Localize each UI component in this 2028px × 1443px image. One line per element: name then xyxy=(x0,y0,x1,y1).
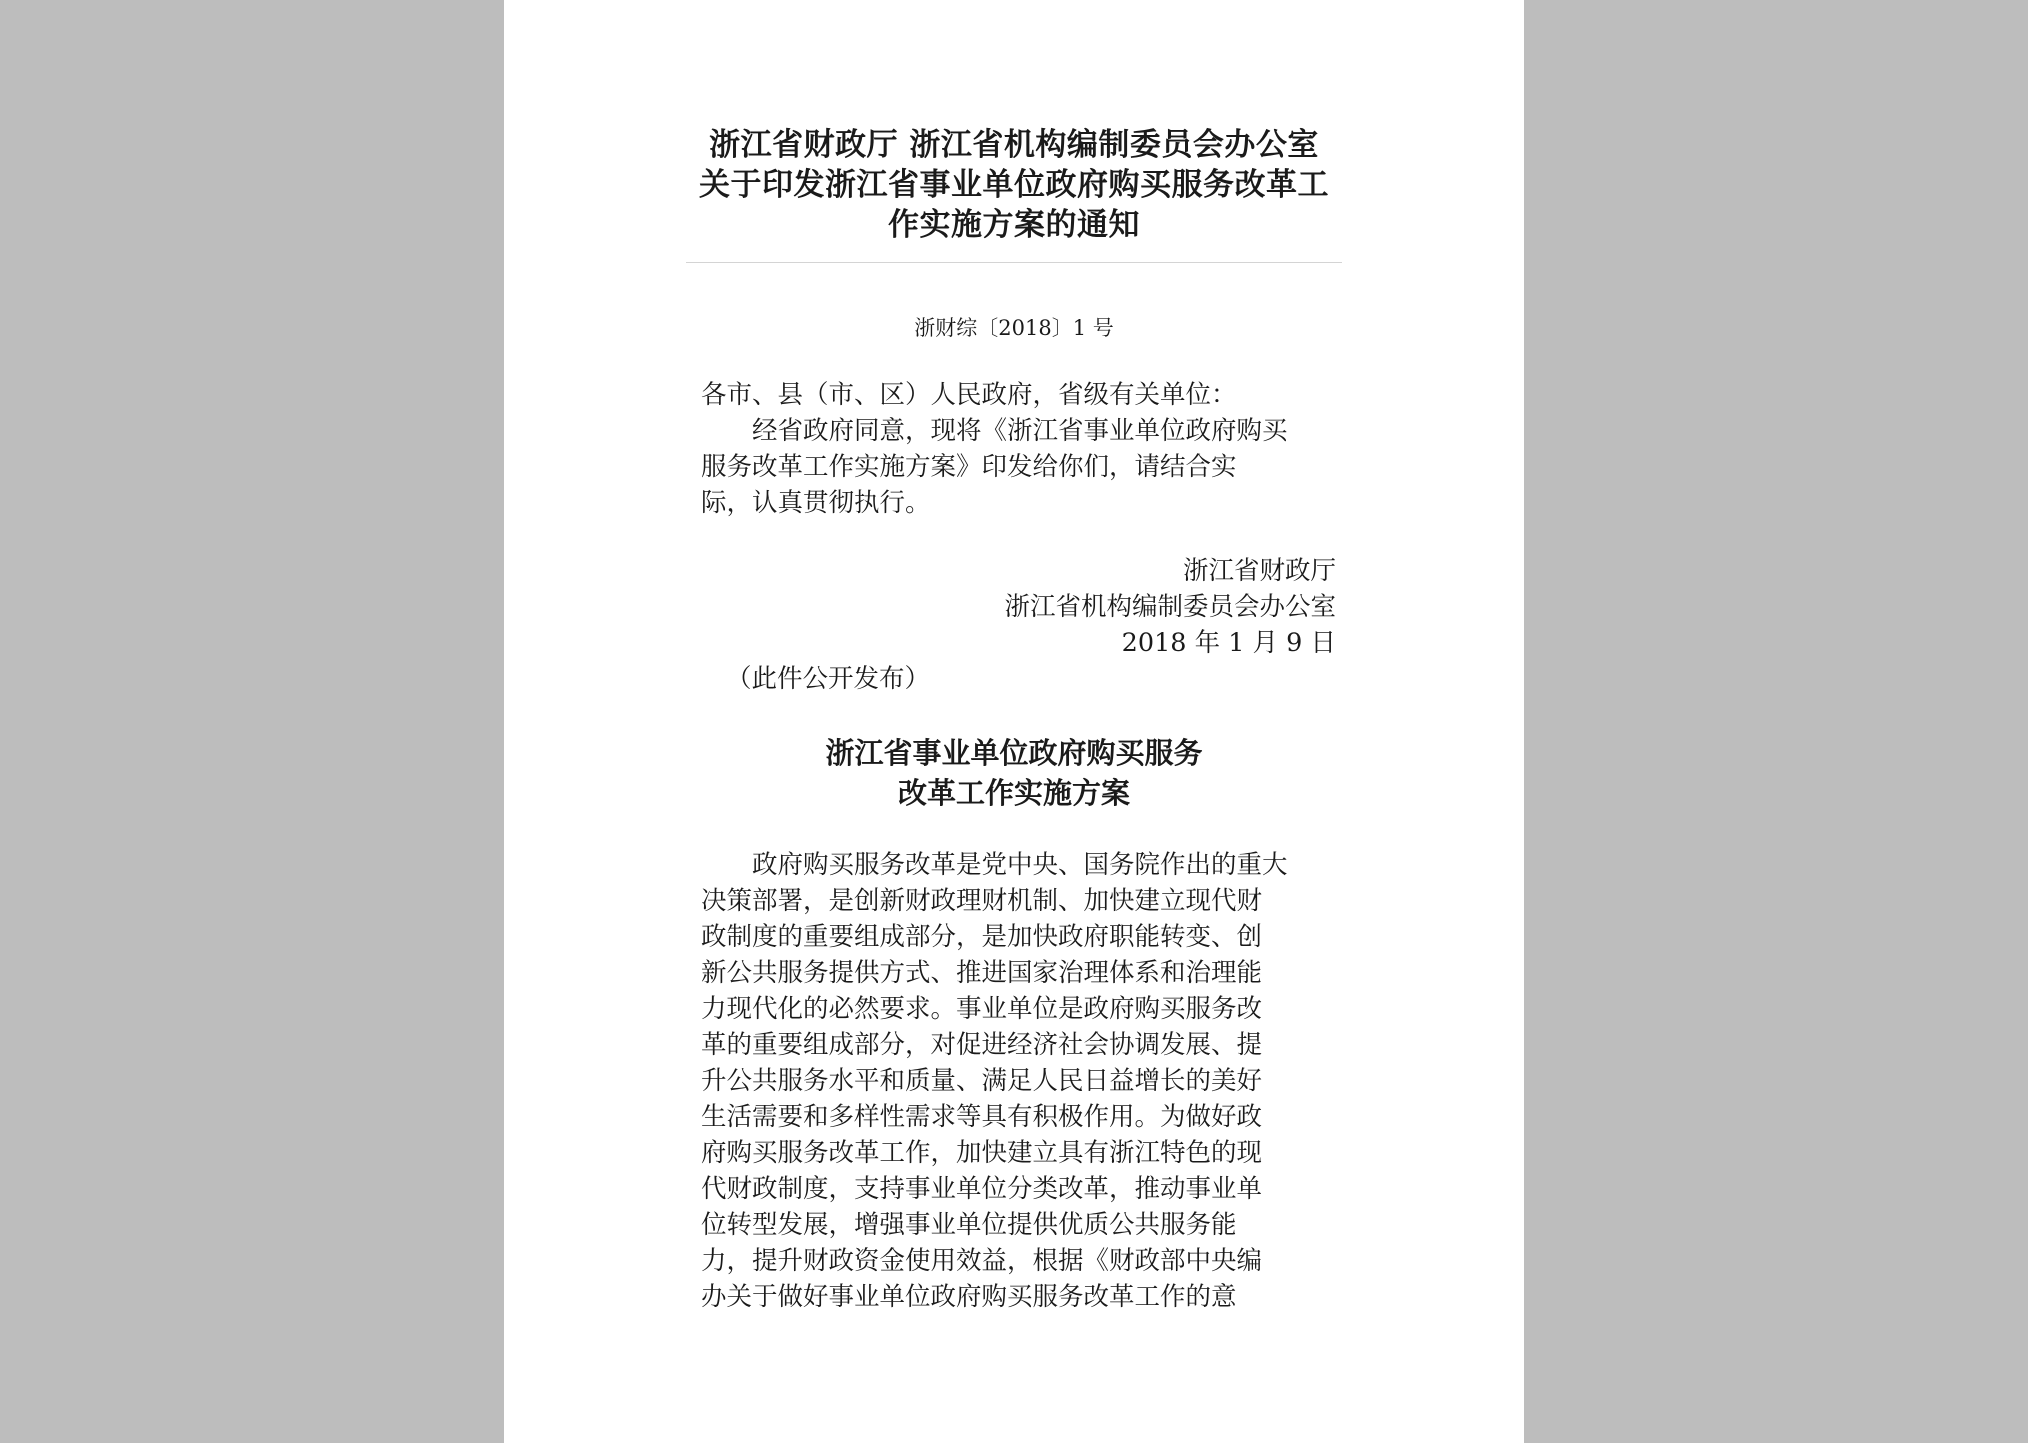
paragraph-line: 决策部署，是创新财政理财机制、加快建立现代财 xyxy=(701,886,1263,916)
paragraph-line: 代财政制度，支持事业单位分类改革，推动事业单 xyxy=(701,1174,1263,1204)
signature-block xyxy=(1004,553,1336,661)
document-page xyxy=(504,0,1524,1443)
notice-title xyxy=(684,125,1344,245)
paragraph-line: 革的重要组成部分，对促进经济社会协调发展、提 xyxy=(701,1030,1263,1060)
paragraph-line: 府购买服务改革工作，加快建立具有浙江特色的现 xyxy=(701,1138,1263,1168)
paragraph-line: 政制度的重要组成部分，是加快政府职能转变、创 xyxy=(701,922,1263,952)
addressee-line: 各市、县（市、区）人民政府，省级有关单位： xyxy=(701,380,1237,410)
paragraph-line: 力，提升财政资金使用效益，根据《财政部中央编 xyxy=(701,1246,1263,1276)
document-number: 浙财综〔2018〕1 号 xyxy=(914,316,1114,340)
notice-paragraph xyxy=(701,413,1341,521)
paragraph-line: 升公共服务水平和质量、满足人民日益增长的美好 xyxy=(701,1066,1263,1096)
paragraph-line: 办关于做好事业单位政府购买服务改革工作的意 xyxy=(701,1282,1237,1312)
paragraph-line: 新公共服务提供方式、推进国家治理体系和治理能 xyxy=(701,958,1263,988)
notice-title-line: 浙江省财政厅 浙江省机构编制委员会办公室 xyxy=(709,127,1319,163)
public-release-note: （此件公开发布） xyxy=(726,664,931,694)
plan-title-line: 改革工作实施方案 xyxy=(897,776,1130,810)
paragraph-line: 政府购买服务改革是党中央、国务院作出的重大 xyxy=(752,850,1288,880)
addressee xyxy=(701,377,1341,413)
signature-org-staffing: 浙江省机构编制委员会办公室 xyxy=(1004,592,1336,622)
title-divider xyxy=(686,262,1342,263)
notice-title-line: 关于印发浙江省事业单位政府购买服务改革工 xyxy=(699,167,1329,203)
signature-date: 2018 年 1 月 9 日 xyxy=(1121,628,1336,658)
paragraph-line: 际，认真贯彻执行。 xyxy=(701,488,931,518)
notice-title-line: 作实施方案的通知 xyxy=(888,207,1140,243)
plan-title xyxy=(684,733,1344,813)
paragraph-line: 服务改革工作实施方案》印发给你们，请结合实 xyxy=(701,452,1237,482)
signature-org-finance: 浙江省财政厅 xyxy=(1182,556,1336,586)
paragraph-line: 位转型发展，增强事业单位提供优质公共服务能 xyxy=(701,1210,1237,1240)
paragraph-line: 力现代化的必然要求。事业单位是政府购买服务改 xyxy=(701,994,1263,1024)
plan-title-line: 浙江省事业单位政府购买服务 xyxy=(825,736,1203,770)
paragraph-line: 经省政府同意，现将《浙江省事业单位政府购买 xyxy=(752,416,1288,446)
plan-paragraph xyxy=(701,847,1341,1315)
paragraph-line: 生活需要和多样性需求等具有积极作用。为做好政 xyxy=(701,1102,1263,1132)
